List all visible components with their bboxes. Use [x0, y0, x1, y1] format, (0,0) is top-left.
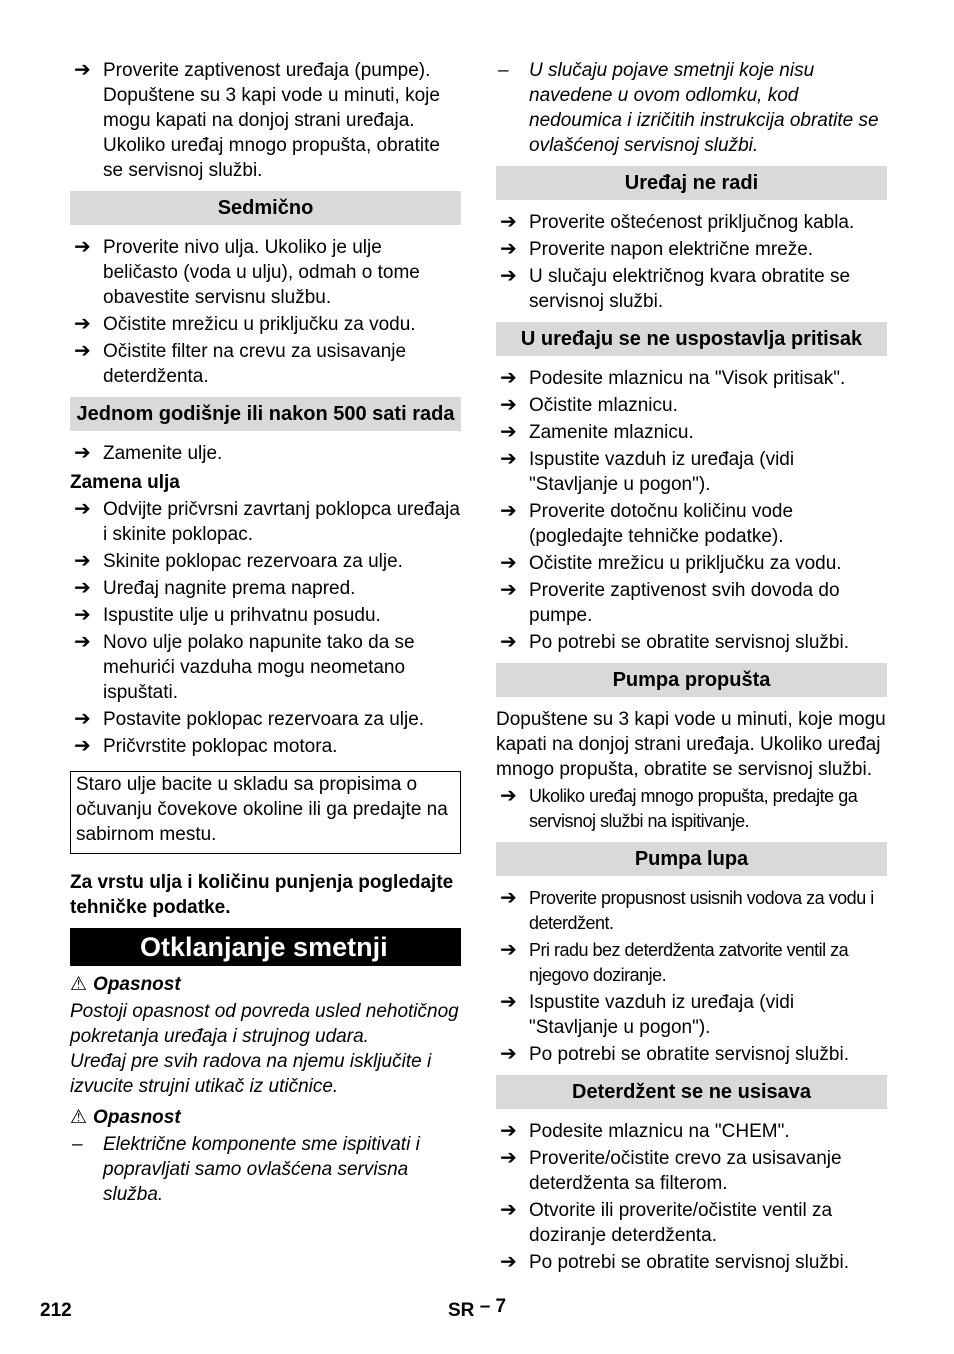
danger-text: Postoji opasnost od povreda usled nehotičnog pokretanja uređaja i strujnog udara.	[70, 1001, 459, 1047]
arrow-right-icon: ➔	[500, 1120, 517, 1142]
weekly-step: ➔ Proverite nivo ulja. Ukoliko je ulje beličasto (voda u ulju), odmah o tome obavestite servisnu službu.	[74, 236, 420, 308]
heading-pump-leaks: Pumpa propušta	[496, 663, 887, 697]
knock-step: ➔ Po potrebi se obratite servisnoj službi.	[500, 1043, 849, 1065]
nopressure-step: ➔ Očistite mrežicu u priključku za vodu.	[500, 552, 842, 574]
warning-triangle-icon: ⚠	[70, 1107, 88, 1128]
detergent-step: ➔ Po potrebi se obratite servisnoj službi.	[500, 1251, 849, 1273]
danger-label: ⚠ Opasnost	[70, 974, 181, 995]
arrow-right-icon: ➔	[74, 735, 91, 757]
environment-note: Staro ulje bacite u skladu sa propisima o očuvanju čovekove okoline ili ga predajte na sabirnom mestu.	[70, 771, 461, 854]
knock-step: ➔ Proverite propusnost usisnih vodova za vodu i deterdžent.	[500, 887, 874, 933]
detergent-step: ➔ Podesite mlaznicu na "CHEM".	[500, 1120, 790, 1142]
arrow-right-icon: ➔	[500, 552, 517, 574]
page-footer-label	[448, 1294, 506, 1319]
oil-step: ➔ Ispustite ulje u prihvatnu posudu.	[74, 604, 381, 626]
language-code: SR	[448, 1300, 475, 1321]
danger-text-2: Uređaj pre svih radova na njemu isključite i izvucite strujni utikač iz utičnice.	[70, 1051, 432, 1097]
nopressure-step: ➔ Zamenite mlaznicu.	[500, 421, 694, 443]
weekly-step: ➔ Očistite filter na crevu za usisavanje deterdženta.	[74, 340, 407, 387]
arrow-right-icon: ➔	[500, 1147, 517, 1169]
intro-step: ➔ Proverite zaptivenost uređaja (pumpe). Dopuštene su 3 kapi vode u minuti, koje mogu kapati na donjoj strani uređaja. Ukoliko uređaj mnogo propušta, obratite se servisnoj službi.	[74, 59, 440, 181]
arrow-right-icon: ➔	[74, 498, 91, 520]
arrow-right-icon: ➔	[500, 367, 517, 389]
nopressure-step: ➔ Ispustite vazduh iz uređaja (vidi "Stavljanje u pogon").	[500, 448, 795, 495]
right-column	[496, 58, 887, 1277]
arrow-right-icon: ➔	[500, 1251, 517, 1273]
arrow-right-icon: ➔	[74, 59, 91, 81]
arrow-right-icon: ➔	[74, 236, 91, 258]
nopressure-step: ➔ Podesite mlaznicu na "Visok pritisak".	[500, 367, 846, 389]
arrow-right-icon: ➔	[500, 211, 517, 233]
subheading-oil-change: Zamena ulja	[70, 472, 180, 493]
nowork-step: ➔ Proverite oštećenost priključnog kabla.	[500, 211, 855, 233]
arrow-right-icon: ➔	[74, 442, 91, 464]
nopressure-step: ➔ Po potrebi se obratite servisnoj službi.	[500, 631, 849, 653]
page-number: 212	[40, 1300, 72, 1321]
arrow-right-icon: ➔	[74, 313, 91, 335]
yearly-step: ➔ Zamenite ulje.	[74, 442, 223, 464]
oil-step: ➔ Postavite poklopac rezervoara za ulje.	[74, 708, 425, 730]
arrow-right-icon: ➔	[74, 604, 91, 626]
knock-step: ➔ Pri radu bez deterdženta zatvorite ventil za njegovo doziranje.	[500, 939, 849, 985]
arrow-right-icon: ➔	[500, 500, 517, 522]
arrow-right-icon: ➔	[500, 448, 517, 470]
arrow-right-icon: ➔	[500, 1199, 517, 1221]
nopressure-step: ➔ Očistite mlaznicu.	[500, 394, 678, 416]
dash-mark: –	[72, 1134, 83, 1155]
nopressure-step: ➔ Proverite dotočnu količinu vode (pogledajte tehničke podatke).	[500, 500, 794, 547]
arrow-right-icon: ➔	[500, 991, 517, 1013]
heading-weekly: Sedmično	[70, 191, 461, 225]
oil-step: ➔ Novo ulje polako napunite tako da se mehurići vazduha mogu neometano ispuštati.	[74, 631, 415, 703]
nowork-step: ➔ U slučaju električnog kvara obratite se servisnoj službi.	[500, 265, 851, 312]
heading-pump-knocks: Pumpa lupa	[496, 842, 887, 876]
arrow-right-icon: ➔	[500, 631, 517, 653]
leak-step: ➔ Ukoliko uređaj mnogo propušta, predajte ga servisnoj službi na ispitivanje.	[500, 785, 858, 831]
arrow-right-icon: ➔	[500, 238, 517, 260]
section-number: – 7	[479, 1296, 507, 1317]
arrow-right-icon: ➔	[500, 939, 517, 961]
arrow-right-icon: ➔	[500, 394, 517, 416]
arrow-right-icon: ➔	[500, 785, 517, 807]
arrow-right-icon: ➔	[74, 631, 91, 653]
knock-step: ➔ Ispustite vazduh iz uređaja (vidi "Stavljanje u pogon").	[500, 991, 795, 1038]
heading-detergent-not-sucked: Deterdžent se ne usisava	[496, 1075, 887, 1109]
intro-dash-item: – U slučaju pojave smetnji koje nisu navedene u ovom odlomku, kod nedoumica i izričitih instrukcija obratite se ovlašćenoj servisnoj službi.	[498, 60, 879, 156]
oil-step: ➔ Uređaj nagnite prema napred.	[74, 577, 356, 599]
arrow-right-icon: ➔	[74, 577, 91, 599]
leak-paragraph: Dopuštene su 3 kapi vode u minuti, koje mogu kapati na donjoj strani uređaja. Ukoliko uređaj mnogo propušta, obratite se servisnoj službi.	[496, 709, 886, 780]
arrow-right-icon: ➔	[500, 1043, 517, 1065]
dash-mark: –	[498, 60, 509, 81]
detergent-step: ➔ Proverite/očistite crevo za usisavanje deterdženta sa filterom.	[500, 1147, 842, 1194]
nopressure-step: ➔ Proverite zaptivenost svih dovoda do pumpe.	[500, 579, 840, 626]
arrow-right-icon: ➔	[500, 579, 517, 601]
oil-reference-note: Za vrstu ulja i količinu punjenja pogledajte tehničke podatke.	[70, 872, 454, 918]
arrow-right-icon: ➔	[500, 421, 517, 443]
left-column	[70, 58, 461, 1209]
section-title-troubleshooting: Otklanjanje smetnji	[70, 928, 461, 966]
danger-label-2: ⚠ Opasnost	[70, 1107, 181, 1128]
oil-step: ➔ Odvijte pričvrsni zavrtanj poklopca uređaja i skinite poklopac.	[74, 498, 460, 545]
arrow-right-icon: ➔	[74, 340, 91, 362]
danger-dash-item: – Električne komponente sme ispitivati i popravljati samo ovlašćena servisna služba.	[72, 1134, 420, 1205]
heading-no-pressure: U uređaju se ne uspostavlja pritisak	[496, 322, 887, 356]
warning-triangle-icon: ⚠	[70, 974, 88, 995]
heading-yearly: Jednom godišnje ili nakon 500 sati rada	[70, 397, 461, 431]
weekly-step: ➔ Očistite mrežicu u priključku za vodu.	[74, 313, 416, 335]
arrow-right-icon: ➔	[500, 887, 517, 909]
arrow-right-icon: ➔	[74, 550, 91, 572]
heading-device-not-working: Uređaj ne radi	[496, 166, 887, 200]
detergent-step: ➔ Otvorite ili proverite/očistite ventil za doziranje deterdženta.	[500, 1199, 833, 1246]
arrow-right-icon: ➔	[74, 708, 91, 730]
nowork-step: ➔ Proverite napon električne mreže.	[500, 238, 814, 260]
oil-step: ➔ Pričvrstite poklopac motora.	[74, 735, 338, 757]
arrow-right-icon: ➔	[500, 265, 517, 287]
oil-step: ➔ Skinite poklopac rezervoara za ulje.	[74, 550, 403, 572]
